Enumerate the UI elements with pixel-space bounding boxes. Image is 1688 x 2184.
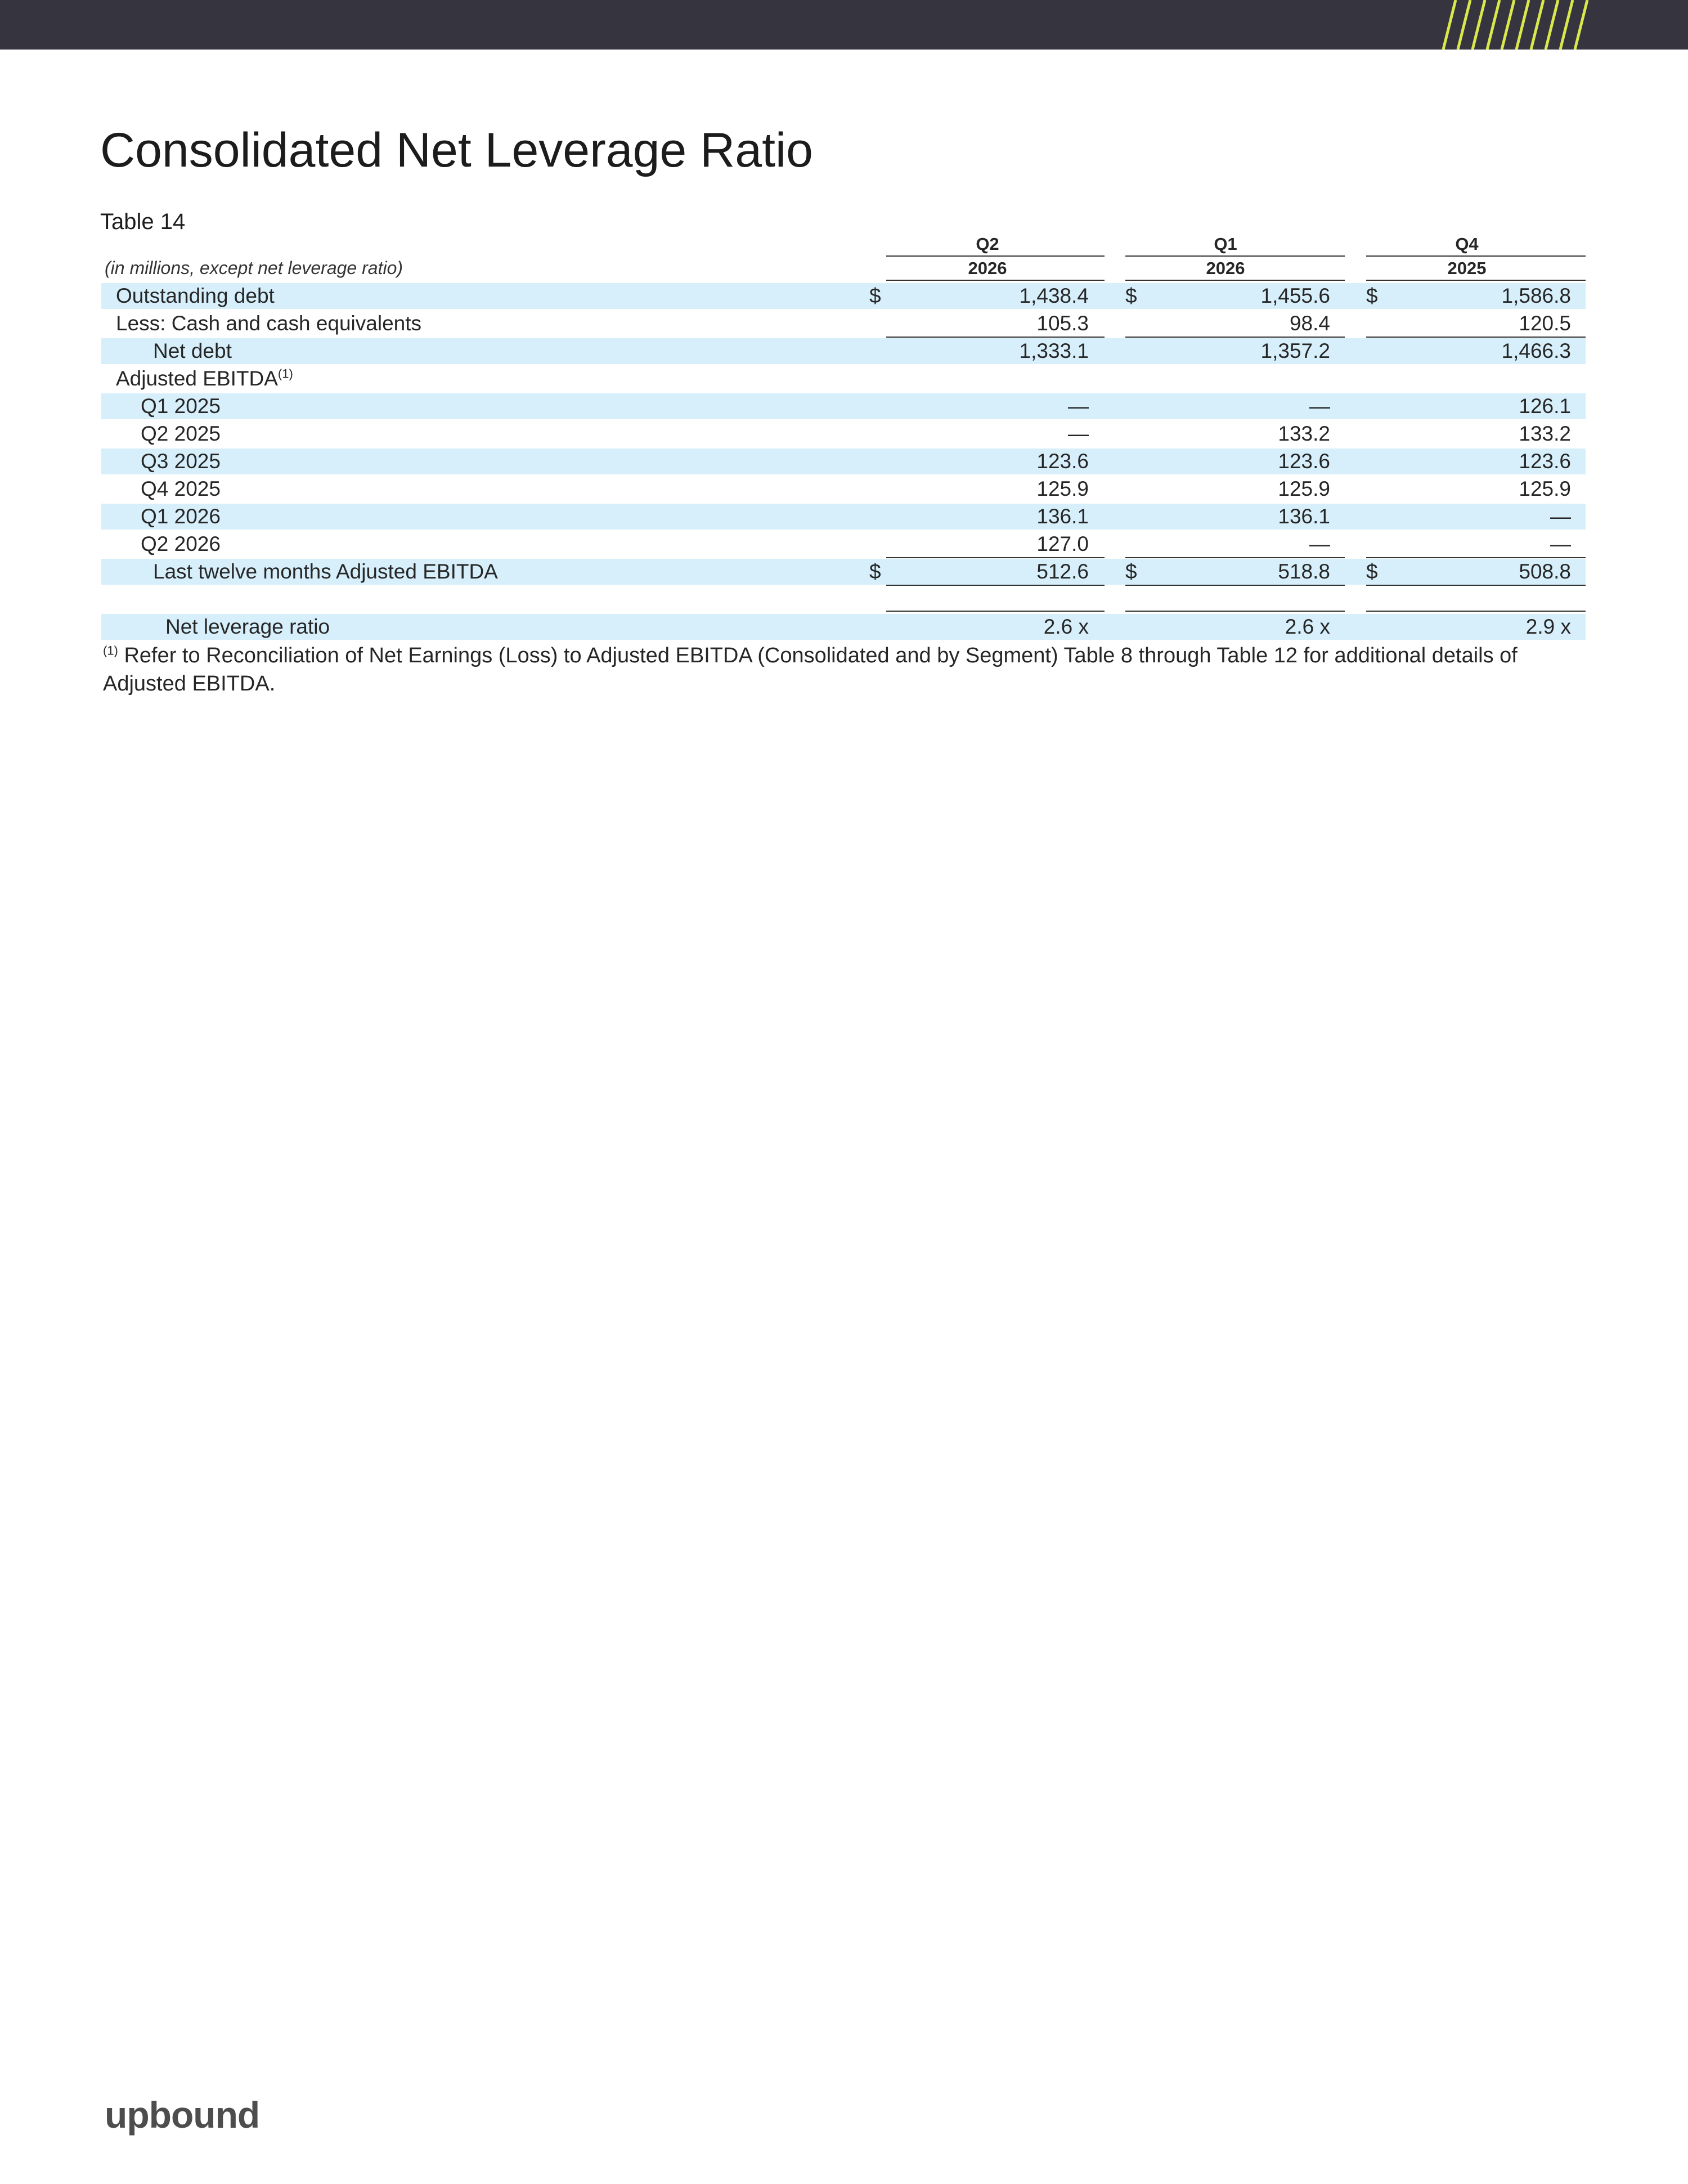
currency-symbol: $ (1125, 560, 1137, 583)
cell-net-debt-c3: 1,466.3 (1501, 339, 1571, 362)
cell-leverage-c2: 2.6 x (1285, 615, 1330, 638)
cell-outstanding-debt-c1: 1,438.4 (1019, 284, 1089, 307)
cell-q1-2026-c3: — (1550, 505, 1571, 528)
row-label-cash: Less: Cash and cash equivalents (116, 312, 422, 335)
cell-q3-2025-c3: 123.6 (1519, 450, 1571, 473)
cell-ltm-c3: 508.8 (1519, 560, 1571, 583)
cell-q3-2025-c1: 123.6 (1036, 450, 1089, 473)
row-label-ltm-adjusted-ebitda: Last twelve months Adjusted EBITDA (153, 560, 498, 583)
cell-q3-2025-c2: 123.6 (1278, 450, 1330, 473)
col-header-quarter-3: Q4 (1455, 234, 1479, 254)
col-header-year-2: 2026 (1206, 258, 1245, 278)
cell-outstanding-debt-c2: 1,455.6 (1260, 284, 1330, 307)
footnote-text: Refer to Reconciliation of Net Earnings (Loss) to Adjusted EBITDA (Consolidated and by Segment) Table 8 through Table 12 for additional details of Adjusted EBITDA. (103, 644, 1518, 696)
col-header-year-3: 2025 (1447, 258, 1487, 278)
cell-net-debt-c2: 1,357.2 (1260, 339, 1330, 362)
row-label-net-debt: Net debt (153, 339, 232, 362)
footnote (103, 642, 1588, 698)
row-label-adjusted-ebitda: Adjusted EBITDA$^{(1)}$ (116, 366, 293, 390)
col-header-year-1: 2026 (968, 258, 1007, 278)
cell-q2-2026-c1: 127.0 (1036, 532, 1089, 555)
row-label-q1-2026: Q1 2026 (141, 505, 221, 528)
currency-symbol: $ (1125, 284, 1137, 307)
footnote-ref: (1) (277, 366, 293, 381)
cell-q4-2025-c1: 125.9 (1036, 477, 1089, 500)
cell-cash-c1: 105.3 (1036, 312, 1089, 335)
cell-ltm-c1: 512.6 (1036, 560, 1089, 583)
cell-q1-2026-c1: 136.1 (1036, 505, 1089, 528)
row-label-outstanding-debt: Outstanding debt (116, 284, 275, 307)
table-label: Table 14 (100, 209, 186, 234)
col-header-quarter-1: Q2 (976, 234, 999, 254)
cell-q4-2025-c3: 125.9 (1519, 477, 1571, 500)
cell-q1-2025-c2: — (1309, 394, 1330, 418)
row-label-q4-2025: Q4 2025 (141, 477, 221, 500)
page-title: Consolidated Net Leverage Ratio (100, 123, 813, 177)
footnote-marker: (1) (103, 643, 118, 658)
currency-symbol: $ (1366, 560, 1378, 583)
cell-q1-2025-c1: — (1068, 394, 1089, 418)
cell-q2-2026-c2: — (1309, 532, 1330, 555)
cell-q1-2026-c2: 136.1 (1278, 505, 1330, 528)
row-label-q2-2026: Q2 2026 (141, 532, 221, 555)
cell-q2-2025-c3: 133.2 (1519, 422, 1571, 445)
row-label-q1-2025: Q1 2025 (141, 394, 221, 418)
cell-q2-2025-c2: 133.2 (1278, 422, 1330, 445)
cell-outstanding-debt-c3: 1,586.8 (1501, 284, 1571, 307)
cell-leverage-c3: 2.9 x (1525, 615, 1571, 638)
cell-leverage-c1: 2.6 x (1043, 615, 1089, 638)
row-label-q2-2025: Q2 2025 (141, 422, 221, 445)
currency-symbol: $ (1366, 284, 1378, 307)
currency-symbol: $ (869, 560, 881, 583)
currency-symbol: $ (869, 284, 881, 307)
cell-q4-2025-c2: 125.9 (1278, 477, 1330, 500)
upbound-logo: upbound (105, 2094, 260, 2136)
cell-q2-2025-c1: — (1068, 422, 1089, 445)
row-label-q3-2025: Q3 2025 (141, 450, 221, 473)
cell-net-debt-c1: 1,333.1 (1019, 339, 1089, 362)
leverage-table (0, 0, 1688, 732)
cell-q1-2025-c3: 126.1 (1519, 394, 1571, 418)
units-note: (in millions, except net leverage ratio) (105, 258, 403, 278)
cell-ltm-c2: 518.8 (1278, 560, 1330, 583)
cell-cash-c3: 120.5 (1519, 312, 1571, 335)
cell-q2-2026-c3: — (1550, 532, 1571, 555)
row-label-net-leverage-ratio: Net leverage ratio (165, 615, 330, 638)
col-header-quarter-2: Q1 (1214, 234, 1237, 254)
cell-cash-c2: 98.4 (1289, 312, 1330, 335)
